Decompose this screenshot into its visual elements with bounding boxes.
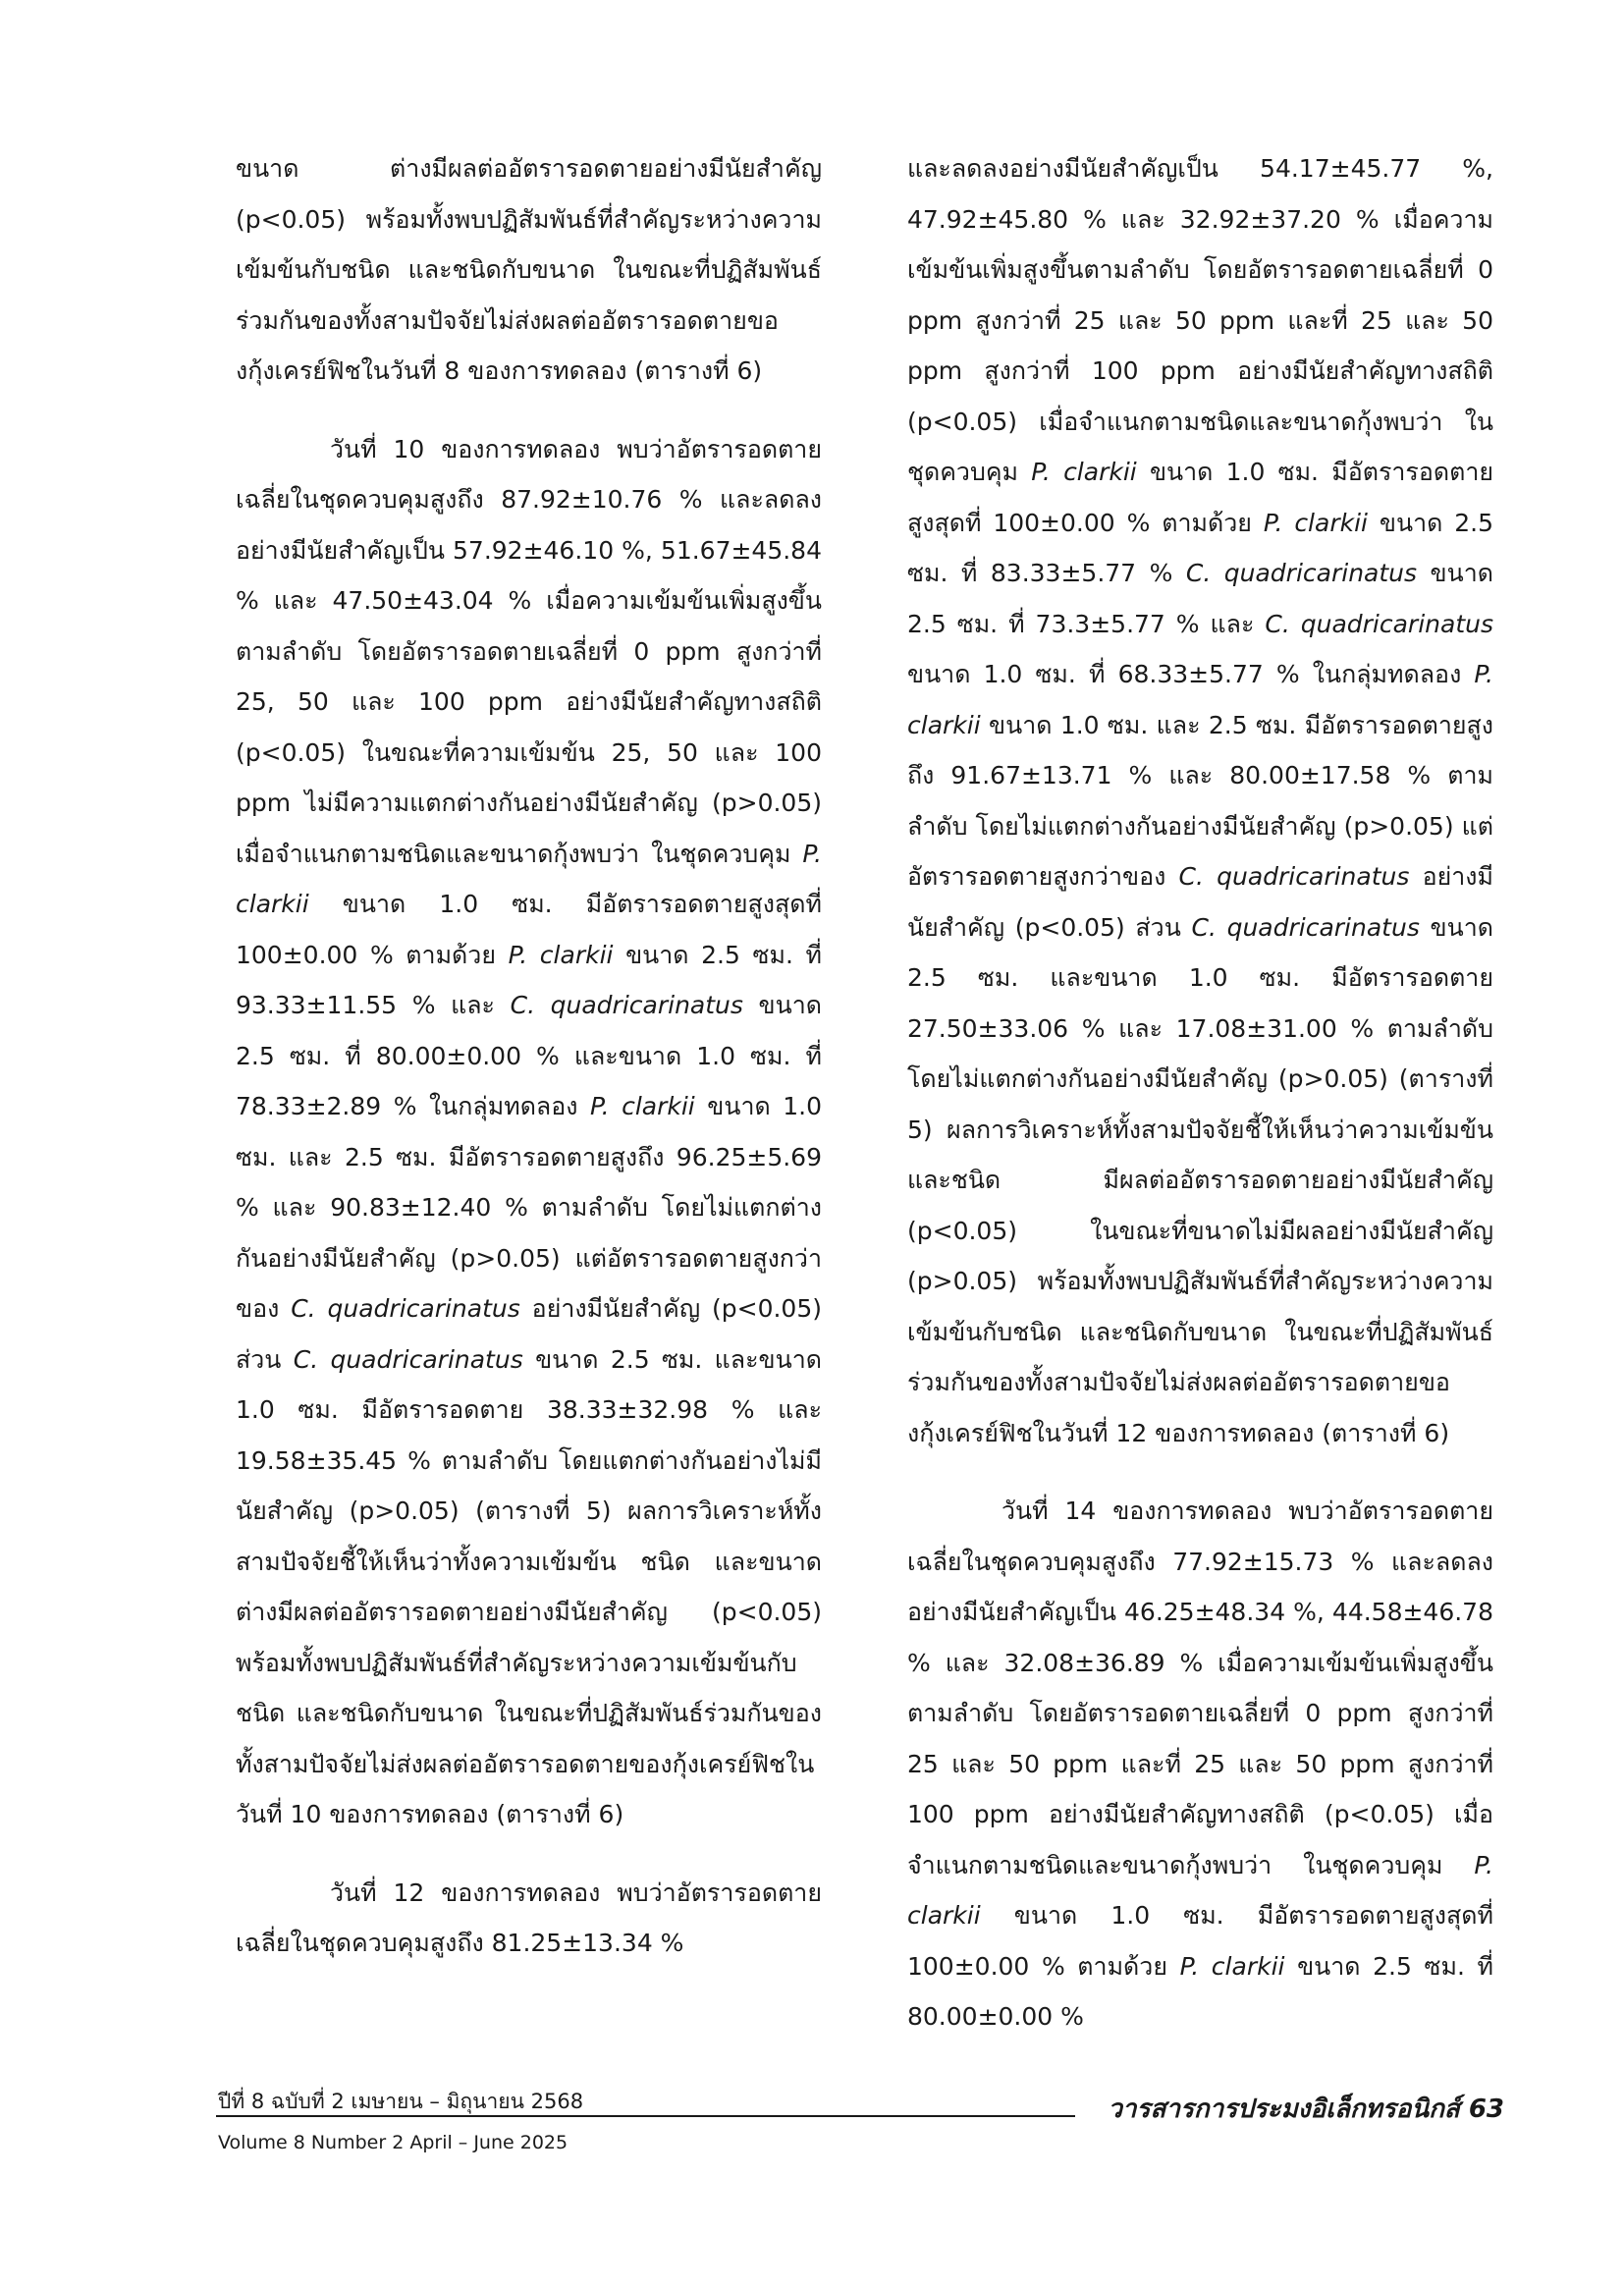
paragraph-day-10-results: วันที่ 10 ของการทดลอง พบว่าอัตรารอดตายเฉลี่ยในชุดควบคุมสูงถึง 87.92±10.76 % และลดลงอย่างมีนัยสำคัญเป็น 57.92±46.10 %, 51.67±45.84 % และ 47.50±43.04 % เมื่อความเข้มข้นเพิ่มสูงขึ้นตามลำดับ โดยอัตรารอดตายเฉลี่ยที่ 0 ppm สูงกว่าที่ 25, 50 และ 100 ppm อย่างมีนัยสำคัญทางสถิติ (p<0.05) ในขณะที่ความเข้มข้น 25, 50 และ 100 ppm ไม่มีความแตกต่างกันอย่างมีนัยสำคัญ (p>0.05) เมื่อจำแนกตามชนิดและขนาดกุ้งพบว่า ในชุดควบคุม P. clarkii ขนาด 1.0 ซม. มีอัตรารอดตายสูงสุดที่ 100±0.00 % ตามด้วย P. clarkii ขนาด 2.5 ซม. ที่ 93.33±11.55 % และ C. quadricarinatus ขนาด 2.5 ซม. ที่ 80.00±0.00 % และขนาด 1.0 ซม. ที่ 78.33±2.89 % ในกลุ่มทดลอง P. clarkii ขนาด 1.0 ซม. และ 2.5 ซม. มีอัตรารอดตายสูงถึง 96.25±5.69 % และ 90.83±12.40 % ตามลำดับ โดยไม่แตกต่างกันอย่างมีนัยสำคัญ (p>0.05) แต่อัตรารอดตายสูงกว่าของ C. quadricarinatus อย่างมีนัยสำคัญ (p<0.05) ส่วน C. quadricarinatus ขนาด 2.5 ซม. และขนาด 1.0 ซม. มีอัตรารอดตาย 38.33±32.98 % และ 19.58±35.45 % ตามลำดับ โดยแตกต่างกันอย่างไม่มีนัยสำคัญ (p>0.05) (ตารางที่ 5) ผลการวิเคราะห์ทั้งสามปัจจัยชี้ให้เห็นว่าทั้งความเข้มข้น ชนิด และขนาด ต่างมีผลต่ออัตรารอดตายอย่างมีนัยสำคัญ (p<0.05) พร้อมทั้งพบปฏิสัมพันธ์ที่สำคัญระหว่างความเข้มข้นกับชนิด และชนิดกับขนาด ในขณะที่ปฏิสัมพันธ์ร่วมกันของทั้งสามปัจจัยไม่ส่งผลต่ออัตรารอดตายของกุ้งเครย์ฟิชในวันที่ 10 ของการทดลอง (ตารางที่ 6)	[236, 434, 823, 1828]
species-name: P. clarkii	[1179, 1951, 1285, 1981]
species-name: P. clarkii	[589, 1092, 695, 1120]
species-name: C. quadricarinatus	[1178, 862, 1410, 891]
species-name: C. quadricarinatus	[1265, 609, 1493, 638]
paragraph-day-12-continued: และลดลงอย่างมีนัยสำคัญเป็น 54.17±45.77 %, 47.92±45.80 % และ 32.92±37.20 % เมื่อความเข้มข้นเพิ่มสูงขึ้นตามลำดับ โดยอัตรารอดตายเฉลี่ยที่ 0 ppm สูงกว่าที่ 25 และ 50 ppm และที่ 25 และ 50 ppm สูงกว่าที่ 100 ppm อย่างมีนัยสำคัญทางสถิติ (p<0.05) เมื่อจำแนกตามชนิดและขนาดกุ้งพบว่า ในชุดควบคุม P. clarkii ขนาด 1.0 ซม. มีอัตรารอดตายสูงสุดที่ 100±0.00 % ตามด้วย P. clarkii ขนาด 2.5 ซม. ที่ 83.33±5.77 % C. quadricarinatus ขนาด 2.5 ซม. ที่ 73.3±5.77 % และ C. quadricarinatus ขนาด 1.0 ซม. ที่ 68.33±5.77 % ในกลุ่มทดลอง P. clarkii ขนาด 1.0 ซม. และ 2.5 ซม. มีอัตรารอดตายสูงถึง 91.67±13.71 % และ 80.00±17.58 % ตามลำดับ โดยไม่แตกต่างกันอย่างมีนัยสำคัญ (p>0.05) แต่อัตรารอดตายสูงกว่าของ C. quadricarinatus อย่างมีนัยสำคัญ (p<0.05) ส่วน C. quadricarinatus ขนาด 2.5 ซม. และขนาด 1.0 ซม. มีอัตรารอดตาย 27.50±33.06 % และ 17.08±31.00 % ตามลำดับ โดยไม่แตกต่างกันอย่างมีนัยสำคัญ (p>0.05) (ตารางที่ 5) ผลการวิเคราะห์ทั้งสามปัจจัยชี้ให้เห็นว่าความเข้มข้น และชนิด มีผลต่ออัตรารอดตายอย่างมีนัยสำคัญ (p<0.05) ในขณะที่ขนาดไม่มีผลอย่างมีนัยสำคัญ (p>0.05) พร้อมทั้งพบปฏิสัมพันธ์ที่สำคัญระหว่างความเข้มข้นกับชนิด และชนิดกับขนาด ในขณะที่ปฏิสัมพันธ์ร่วมกันของทั้งสามปัจจัยไม่ส่งผลต่ออัตรารอดตายของกุ้งเครย์ฟิชในวันที่ 12 ของการทดลอง (ตารางที่ 6)	[907, 154, 1494, 1447]
paragraph-day-12-start: วันที่ 12 ของการทดลอง พบว่าอัตรารอดตายเฉลี่ยในชุดควบคุมสูงถึง 81.25±13.34 %	[236, 1878, 822, 1957]
paragraph-day-14-results: วันที่ 14 ของการทดลอง พบว่าอัตรารอดตายเฉลี่ยในชุดควบคุมสูงถึง 77.92±15.73 % และลดลงอย่างมีนัยสำคัญเป็น 46.25±48.34 %, 44.58±46.78 % และ 32.08±36.89 % เมื่อความเข้มข้นเพิ่มสูงขึ้นตามลำดับ โดยอัตรารอดตายเฉลี่ยที่ 0 ppm สูงกว่าที่ 25 และ 50 ppm และที่ 25 และ 50 ppm สูงกว่าที่ 100 ppm อย่างมีนัยสำคัญทางสถิติ (p<0.05) เมื่อจำแนกตามชนิดและขนาดกุ้งพบว่า ในชุดควบคุม P. clarkii ขนาด 1.0 ซม. มีอัตรารอดตายสูงสุดที่ 100±0.00 % ตามด้วย P. clarkii ขนาด 2.5 ซม. ที่ 80.00±0.00 %	[907, 1497, 1494, 2031]
left-column	[236, 143, 822, 1969]
footer-volume-thai: ปีที่ 8 ฉบับที่ 2 เมษายน – มิถุนายน 2568	[218, 2090, 584, 2113]
species-name: C. quadricarinatus	[293, 1344, 523, 1374]
species-name: C. quadricarinatus	[1185, 559, 1418, 587]
species-name: P. clarkii	[236, 839, 822, 918]
paragraph-day-8-conclusion: ขนาด ต่างมีผลต่ออัตรารอดตายอย่างมีนัยสำคัญ (p<0.05) พร้อมทั้งพบปฏิสัมพันธ์ที่สำคัญระหว่างความเข้มข้นกับชนิด และชนิดกับขนาด ในขณะที่ปฏิสัมพันธ์ร่วมกันของทั้งสามปัจจัยไม่ส่งผลต่ออัตรารอดตายของกุ้งเครย์ฟิชในวันที่ 8 ของการทดลอง (ตารางที่ 6)	[236, 154, 822, 385]
species-name: P. clarkii	[1031, 458, 1137, 486]
species-name: P. clarkii	[907, 660, 1493, 739]
species-name: C. quadricarinatus	[291, 1294, 520, 1323]
species-name: C. quadricarinatus	[1191, 912, 1420, 942]
footer-volume-english: Volume 8 Number 2 April – June 2025	[218, 2132, 568, 2153]
species-name: P. clarkii	[907, 1850, 1493, 1930]
species-name: P. clarkii	[1263, 508, 1368, 537]
species-name: P. clarkii	[508, 940, 614, 969]
footer-divider	[216, 2115, 1075, 2117]
species-name: C. quadricarinatus	[510, 991, 743, 1019]
right-column	[907, 143, 1493, 2042]
footer-journal-page-number: วารสารการประมงอิเล็กทรอนิกส์ 63	[1108, 2095, 1504, 2124]
